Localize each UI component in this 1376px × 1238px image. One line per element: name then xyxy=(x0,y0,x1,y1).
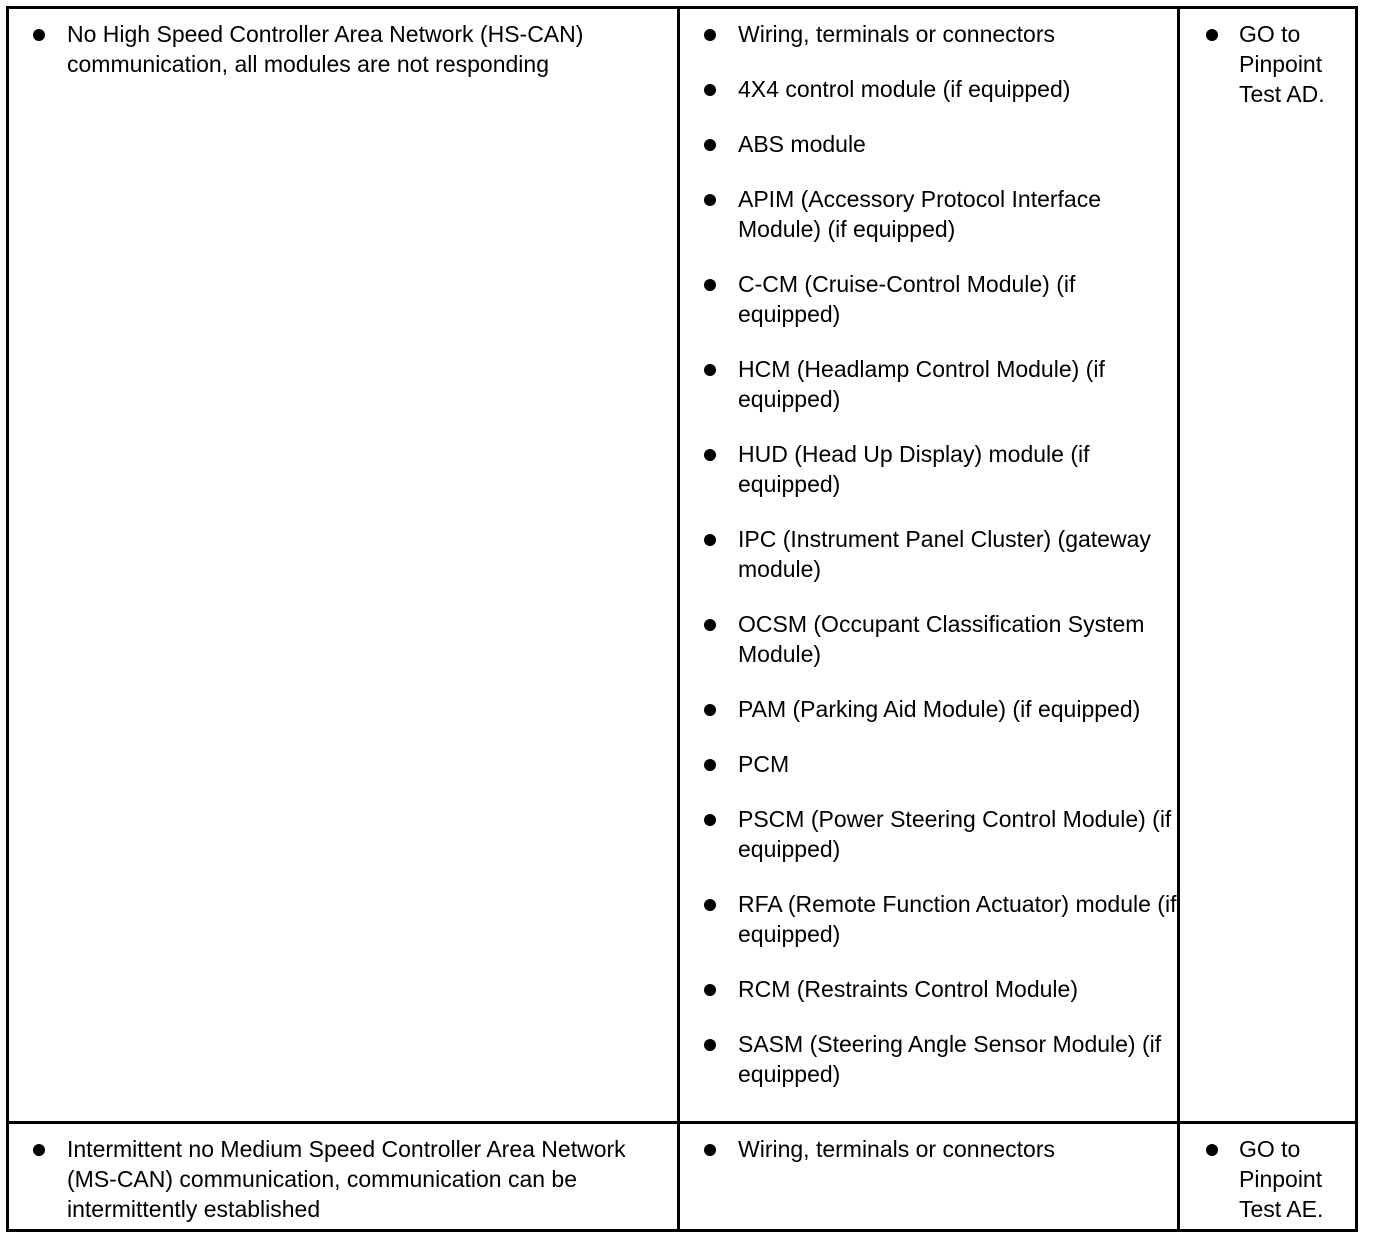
cause-item: Wiring, terminals or connectors xyxy=(680,19,1177,49)
row-2-condition-cell xyxy=(9,1124,680,1229)
cause-item: RCM (Restraints Control Module) xyxy=(680,974,1177,1004)
bullet-icon xyxy=(704,534,716,546)
bullet-icon xyxy=(704,29,716,41)
bullet-icon xyxy=(704,984,716,996)
bullet-icon xyxy=(704,1144,716,1156)
cause-item: HUD (Head Up Display) module (if equipped) xyxy=(680,439,1177,499)
bullet-icon xyxy=(1206,29,1218,41)
row-1-condition-cell xyxy=(9,9,680,1124)
bullet-icon xyxy=(704,759,716,771)
cause-item: IPC (Instrument Panel Cluster) (gateway module) xyxy=(680,524,1177,584)
diagnostic-table xyxy=(6,6,1358,1232)
bullet-icon xyxy=(704,814,716,826)
cause-item: APIM (Accessory Protocol Interface Module) (if equipped) xyxy=(680,184,1177,244)
cause-item: PCM xyxy=(680,749,1177,779)
row-2-causes-cell xyxy=(680,1124,1180,1229)
bullet-icon xyxy=(704,1039,716,1051)
cause-item: C-CM (Cruise-Control Module) (if equipped) xyxy=(680,269,1177,329)
bullet-icon xyxy=(704,364,716,376)
row-1-action-cell xyxy=(1180,9,1355,1124)
cause-item: OCSM (Occupant Classification System Module) xyxy=(680,609,1177,669)
row-2-action-cell xyxy=(1180,1124,1355,1229)
cause-item: SASM (Steering Angle Sensor Module) (if equipped) xyxy=(680,1029,1177,1089)
cause-item: ABS module xyxy=(680,129,1177,159)
cause-item: PAM (Parking Aid Module) (if equipped) xyxy=(680,694,1177,724)
bullet-icon xyxy=(704,84,716,96)
condition-item: Intermittent no Medium Speed Controller Area Network (MS-CAN) communication, communication can be intermittently established xyxy=(9,1134,677,1224)
condition-item: No High Speed Controller Area Network (HS-CAN) communication, all modules are not responding xyxy=(9,19,677,79)
cause-item: Wiring, terminals or connectors xyxy=(680,1134,1177,1164)
bullet-icon xyxy=(33,1144,45,1156)
cause-item: HCM (Headlamp Control Module) (if equipped) xyxy=(680,354,1177,414)
bullet-icon xyxy=(704,899,716,911)
action-item: GO to Pinpoint Test AE. xyxy=(1180,1134,1355,1224)
bullet-icon xyxy=(704,449,716,461)
bullet-icon xyxy=(704,704,716,716)
cause-item: RFA (Remote Function Actuator) module (if equipped) xyxy=(680,889,1177,949)
cause-item: 4X4 control module (if equipped) xyxy=(680,74,1177,104)
bullet-icon xyxy=(1206,1144,1218,1156)
bullet-icon xyxy=(33,29,45,41)
action-item: GO to Pinpoint Test AD. xyxy=(1180,19,1355,109)
bullet-icon xyxy=(704,139,716,151)
bullet-icon xyxy=(704,619,716,631)
bullet-icon xyxy=(704,279,716,291)
row-1-causes-cell xyxy=(680,9,1180,1124)
bullet-icon xyxy=(704,194,716,206)
cause-item: PSCM (Power Steering Control Module) (if equipped) xyxy=(680,804,1177,864)
